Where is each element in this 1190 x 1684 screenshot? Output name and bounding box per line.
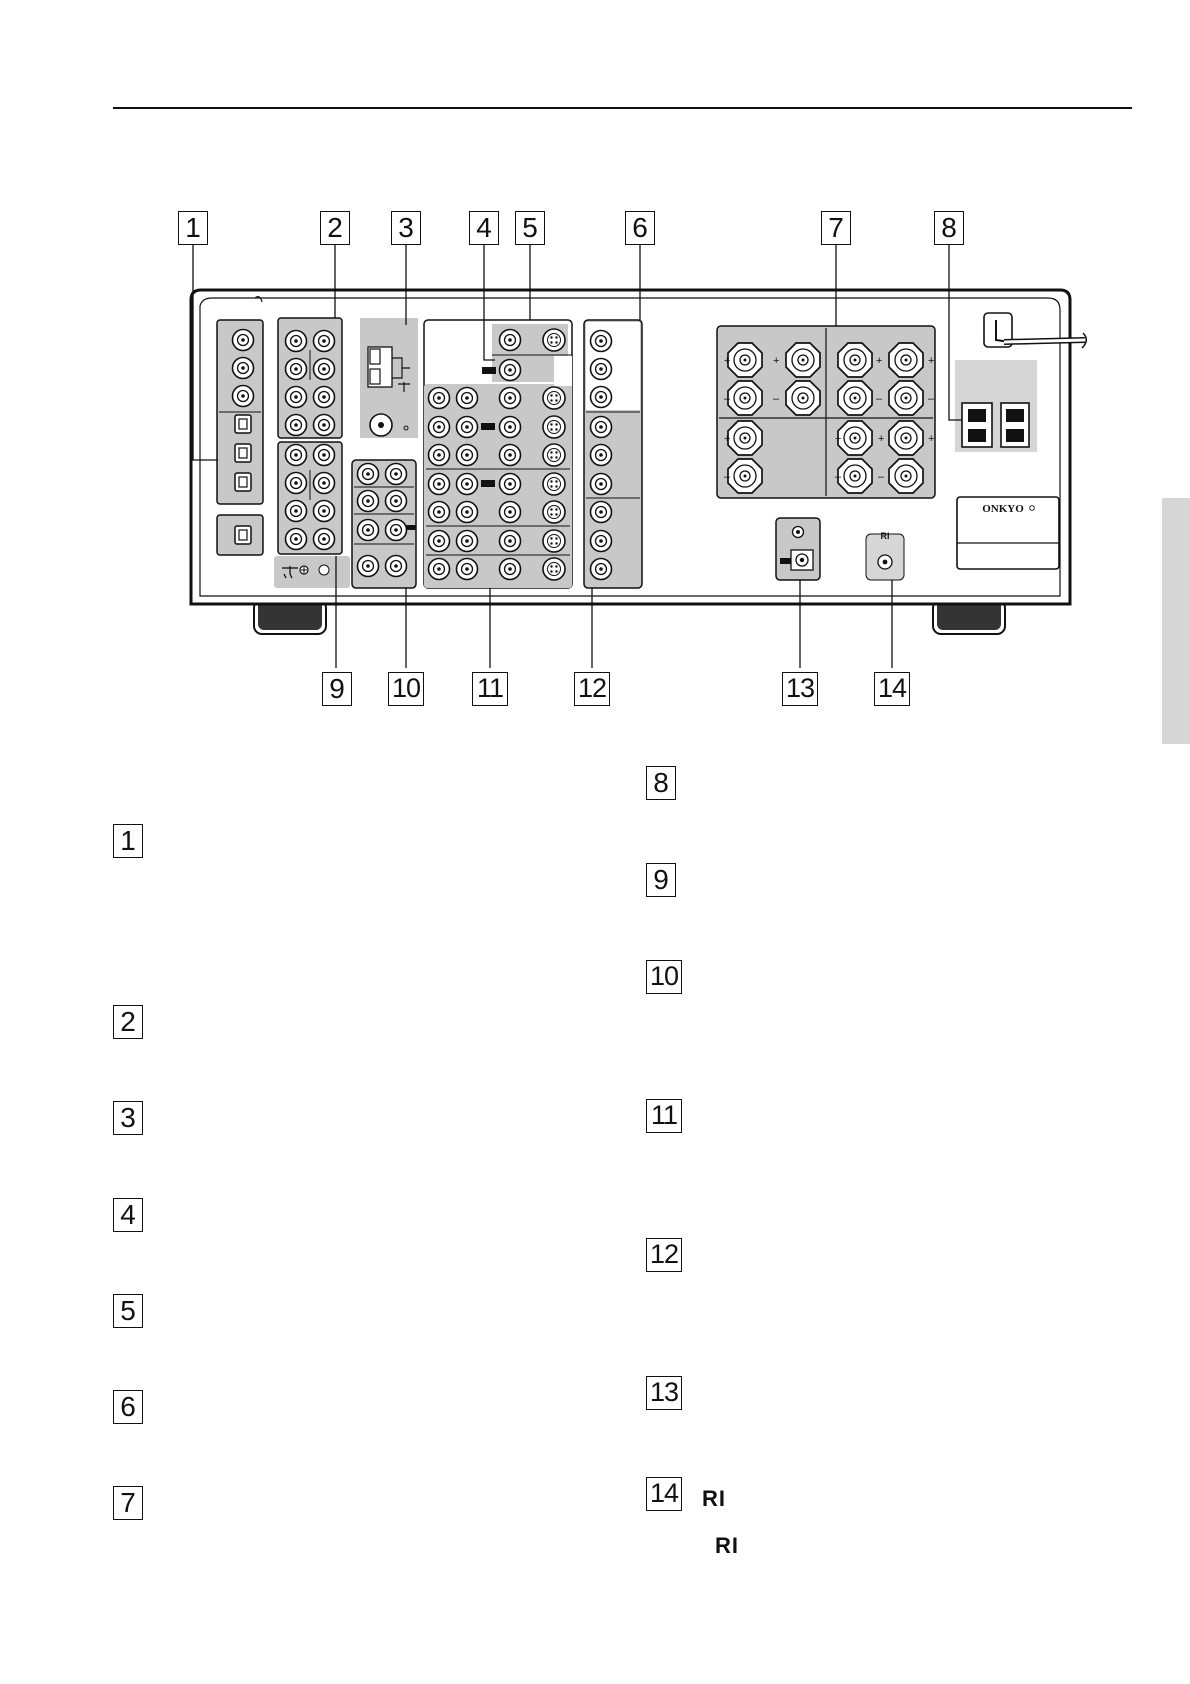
list-item-number-14: 14 — [646, 1477, 682, 1511]
callout-10: 10 — [388, 672, 424, 706]
rear-panel-diagram — [0, 0, 1190, 740]
list-item-number-2: 2 — [113, 1005, 143, 1039]
svg-text:–: – — [724, 471, 731, 483]
svg-text:–: – — [773, 393, 780, 405]
callout-9: 9 — [322, 672, 352, 706]
svg-text:+: + — [876, 355, 883, 367]
callout-4: 4 — [469, 211, 499, 245]
callout-12: 12 — [574, 672, 610, 706]
svg-text:+: + — [878, 433, 885, 445]
svg-text:–: – — [724, 393, 731, 405]
svg-text:–: – — [876, 393, 883, 405]
svg-text:+: + — [835, 433, 842, 445]
callout-14: 14 — [874, 672, 910, 706]
list-item-number-6: 6 — [113, 1390, 143, 1424]
callout-11: 11 — [472, 672, 508, 706]
svg-text:+: + — [773, 355, 780, 367]
svg-text:–: – — [878, 471, 885, 483]
svg-text:+: + — [724, 433, 731, 445]
list-item-number-12: 12 — [646, 1238, 682, 1272]
ri-mark-1: RI — [702, 1486, 726, 1511]
callout-8: 8 — [934, 211, 964, 245]
callout-5: 5 — [515, 211, 545, 245]
callout-1: 1 — [178, 211, 208, 245]
list-item-number-10: 10 — [646, 960, 682, 994]
callout-2: 2 — [320, 211, 350, 245]
svg-text:+: + — [724, 355, 731, 367]
list-item-number-3: 3 — [113, 1101, 143, 1135]
svg-text:+: + — [928, 355, 935, 367]
list-item-number-9: 9 — [646, 863, 676, 897]
list-item-number-13: 13 — [646, 1376, 682, 1410]
list-item-number-8: 8 — [646, 766, 676, 800]
callout-7: 7 — [821, 211, 851, 245]
callout-6: 6 — [625, 211, 655, 245]
ri-jack-label: RI — [880, 531, 890, 541]
svg-text:–: – — [928, 393, 935, 405]
list-item-number-11: 11 — [646, 1099, 682, 1133]
ri-mark-2: RI — [715, 1533, 739, 1558]
svg-text:+: + — [928, 433, 935, 445]
list-item-number-5: 5 — [113, 1294, 143, 1328]
list-item-number-7: 7 — [113, 1486, 143, 1520]
callout-13: 13 — [782, 672, 818, 706]
svg-text:–: – — [835, 471, 842, 483]
brand-logo: ONKYO — [982, 503, 1024, 515]
list-item-number-1: 1 — [113, 824, 143, 858]
list-item-number-4: 4 — [113, 1198, 143, 1232]
callout-3: 3 — [391, 211, 421, 245]
